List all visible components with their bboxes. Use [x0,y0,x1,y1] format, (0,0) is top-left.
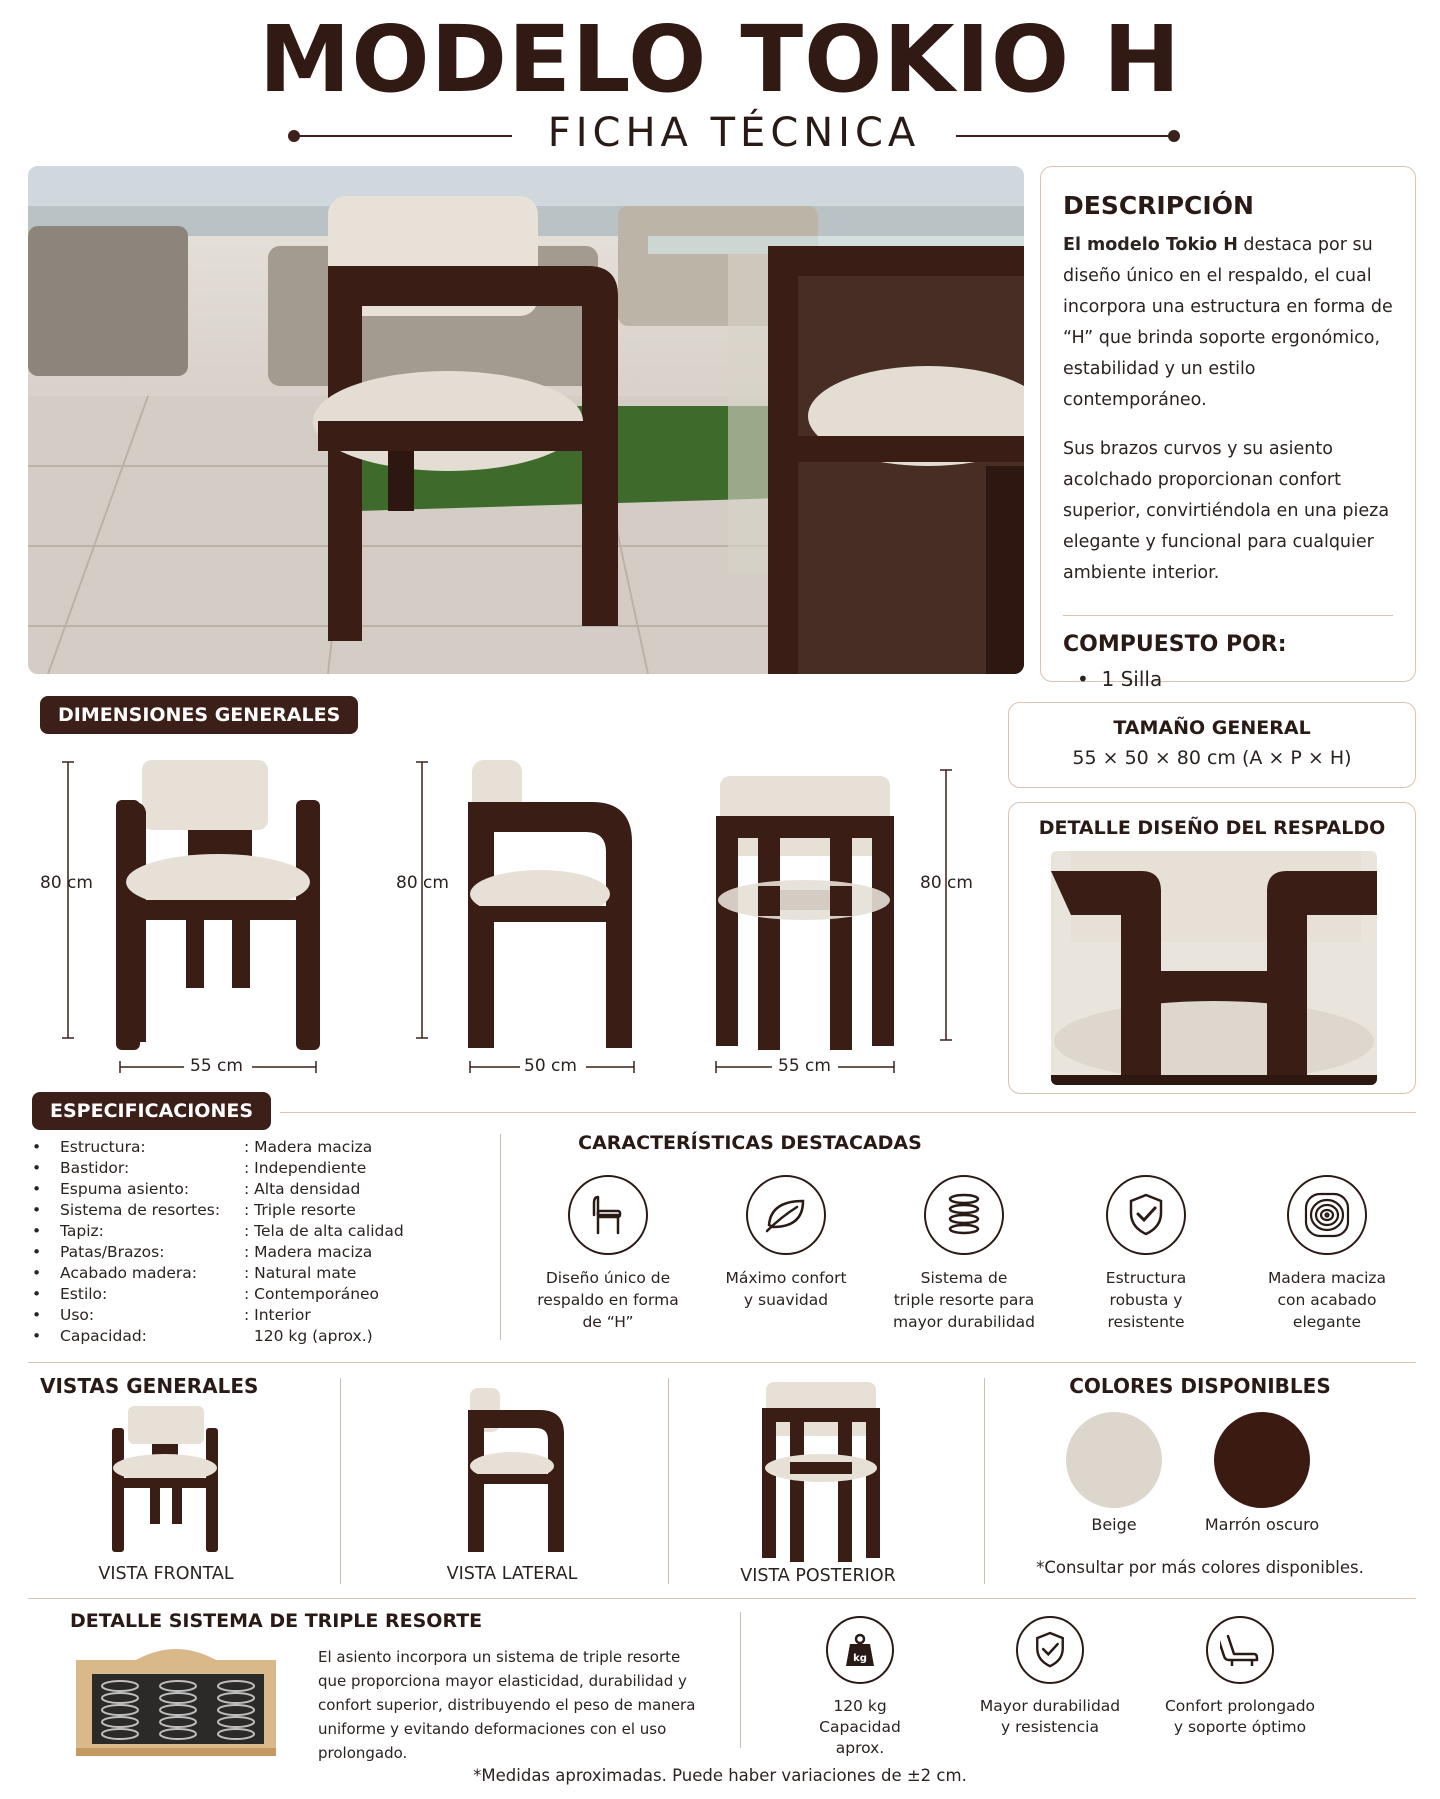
spec-value: : Independiente [244,1159,367,1177]
front-chair-drawing [62,760,320,1077]
subtitle-block [288,110,1180,160]
back-width-label: 55 cm [778,1056,831,1076]
spec-row: • Sistema de resortes: : Triple resorte [32,1201,356,1219]
view-back-label: VISTA POSTERIOR [740,1566,896,1586]
weight-badge-text: kg [853,1653,867,1664]
spec-row: • Acabado madera: : Natural mate [32,1264,357,1282]
spec-key: Estilo: [60,1285,108,1303]
main-product-photo [28,166,1024,674]
dimensions-badge: DIMENSIONES GENERALES [40,696,358,734]
feature-item [1061,1175,1231,1333]
spec-key: Patas/Brazos: [60,1243,165,1261]
description-p1-rest: destaca por su diseño único en el respaldo, el cual incorpora una estructura en forma de “H” que brinda soporte ergonómico, estabilidad y un estilo contemporáneo. [1063,235,1393,410]
page-subtitle: FICHA TÉCNICA [547,110,921,156]
shield-check-icon [1016,1616,1084,1684]
bottom-feature-label: Mayor durabilidad y resistencia [979,1697,1121,1736]
size-card [1008,702,1416,788]
description-card [1040,166,1416,691]
spec-value: : Contemporáneo [244,1285,380,1303]
shield-check-icon [1106,1175,1186,1255]
feature-item [523,1175,693,1333]
feature-item [1242,1175,1412,1333]
colors-title: COLORES DISPONIBLES [1069,1374,1331,1398]
spec-value: : Triple resorte [244,1201,356,1219]
dimension-drawings [0,750,1000,1090]
spec-row: • Uso: : Interior [32,1306,311,1324]
views-divider-1 [340,1378,341,1584]
bottom-feature-item [1140,1616,1340,1738]
color-swatch-dark-brown[interactable] [1214,1412,1310,1508]
spec-row: • Capacidad: 120 kg (aprox.) [32,1327,373,1345]
footnote: *Medidas aproximadas. Puede haber variaciones de ±2 cm. [473,1766,967,1785]
spec-row: • Patas/Brazos: : Madera maciza [32,1243,373,1261]
specs-list [32,1138,492,1348]
view-front-drawing [100,1400,230,1556]
views-divider-3 [984,1378,985,1584]
spring-cutaway-image [70,1640,284,1760]
spec-value: : Madera maciza [244,1243,373,1261]
spec-key: Estructura: [60,1138,146,1156]
wood-rings-icon [1287,1175,1367,1255]
back-chair-drawing [716,770,952,1050]
view-front-label: VISTA FRONTAL [98,1564,234,1584]
description-paragraph-1 [1063,230,1393,416]
description-divider [1063,615,1393,616]
features-title: CARACTERÍSTICAS DESTACADAS [578,1132,922,1154]
bottom-feature-label: 120 kg Capacidad aprox. [819,1697,901,1757]
specs-rule [280,1112,1416,1113]
colors-note: *Consultar por más colores disponibles. [1036,1558,1364,1577]
section-rule-2 [28,1598,1416,1599]
spec-key: Capacidad: [60,1327,147,1345]
views-title: VISTAS GENERALES [40,1374,259,1398]
leaf-icon [746,1175,826,1255]
seat-icon [1206,1616,1274,1684]
side-width-label: 50 cm [524,1056,577,1076]
decor-dot-right [1168,130,1180,142]
front-height-label: 80 cm [40,873,93,893]
size-value: 55 × 50 × 80 cm (A × P × H) [1072,747,1352,769]
spec-value: : Madera maciza [244,1138,373,1156]
side-chair-drawing [416,760,632,1048]
views-divider-2 [668,1378,669,1584]
spec-key: Uso: [60,1306,95,1324]
spec-value: 120 kg (aprox.) [253,1327,373,1345]
backrest-detail-card [1008,802,1416,1094]
feature-label: Máximo confort y suavidad [725,1269,847,1309]
side-height-label: 80 cm [396,873,449,893]
composed-item: • 1 Silla [1077,667,1163,691]
feature-item [879,1175,1049,1333]
feature-label: Sistema de triple resorte para mayor durabilidad [892,1269,1036,1331]
spec-value: : Alta densidad [244,1180,361,1198]
spec-key: Bastidor: [60,1159,130,1177]
page-title: MODELO TOKIO H [258,6,1182,113]
backrest-detail-title: DETALLE DISEÑO DEL RESPALDO [1038,817,1386,839]
springs-divider [740,1612,741,1748]
spec-row: • Bastidor: : Independiente [32,1159,367,1177]
spring-icon [924,1175,1004,1255]
springs-description: El asiento incorpora un sistema de triple resorte que proporciona mayor elasticidad, durabilidad y confort superior, distribuyendo el peso de manera uniforme y evitando deformaciones con el uso prolongado. [318,1648,696,1762]
spec-value: : Tela de alta calidad [244,1222,404,1240]
chair-icon [568,1175,648,1255]
color-swatch-beige[interactable] [1066,1412,1162,1508]
color-label-beige: Beige [1091,1515,1137,1534]
spec-value: : Natural mate [244,1264,357,1282]
description-lead: El modelo Tokio H [1063,235,1238,255]
bottom-feature-item [950,1616,1150,1738]
description-paragraph-2: Sus brazos curvos y su asiento acolchado proporcionan confort superior, convirtiéndola en una pieza elegante y funcional para cualquier ambiente interior. [1063,439,1390,583]
spec-row: • Tapiz: : Tela de alta calidad [32,1222,404,1240]
spec-row: • Estilo: : Contemporáneo [32,1285,380,1303]
spec-key: Sistema de resortes: [60,1201,221,1219]
springs-title: DETALLE SISTEMA DE TRIPLE RESORTE [70,1610,483,1632]
feature-label: Estructura robusta y resistente [1105,1269,1187,1331]
spec-key: Espuma asiento: [60,1180,190,1198]
view-back-drawing [756,1378,886,1564]
front-width-label: 55 cm [190,1056,243,1076]
spec-key: Tapiz: [60,1222,104,1240]
composed-item-label: 1 Silla [1101,667,1163,691]
spec-value: : Interior [244,1306,311,1324]
size-title: TAMAÑO GENERAL [1113,717,1311,739]
feature-label: Madera maciza con acabado elegante [1267,1269,1387,1331]
feature-label: Diseño único de respaldo en forma de “H” [537,1269,679,1331]
specs-badge: ESPECIFICACIONES [32,1092,271,1130]
spec-key: Acabado madera: [60,1264,198,1282]
section-rule [28,1362,1416,1363]
bottom-feature-item [760,1616,960,1759]
description-title: DESCRIPCIÓN [1063,191,1254,220]
backrest-detail-photo [1051,851,1377,1085]
view-side-drawing [460,1384,580,1556]
feature-item [701,1175,871,1311]
weight-kg-icon [826,1616,894,1684]
composed-title: COMPUESTO POR: [1063,632,1287,657]
spec-row: • Estructura: : Madera maciza [32,1138,373,1156]
decor-line-right [956,135,1174,137]
back-height-label: 80 cm [920,873,973,893]
spec-row: • Espuma asiento: : Alta densidad [32,1180,361,1198]
bottom-feature-label: Confort prolongado y soporte óptimo [1164,1697,1316,1736]
specs-vertical-rule [500,1134,501,1340]
color-label-dark-brown: Marrón oscuro [1204,1515,1320,1534]
view-side-label: VISTA LATERAL [446,1564,578,1584]
